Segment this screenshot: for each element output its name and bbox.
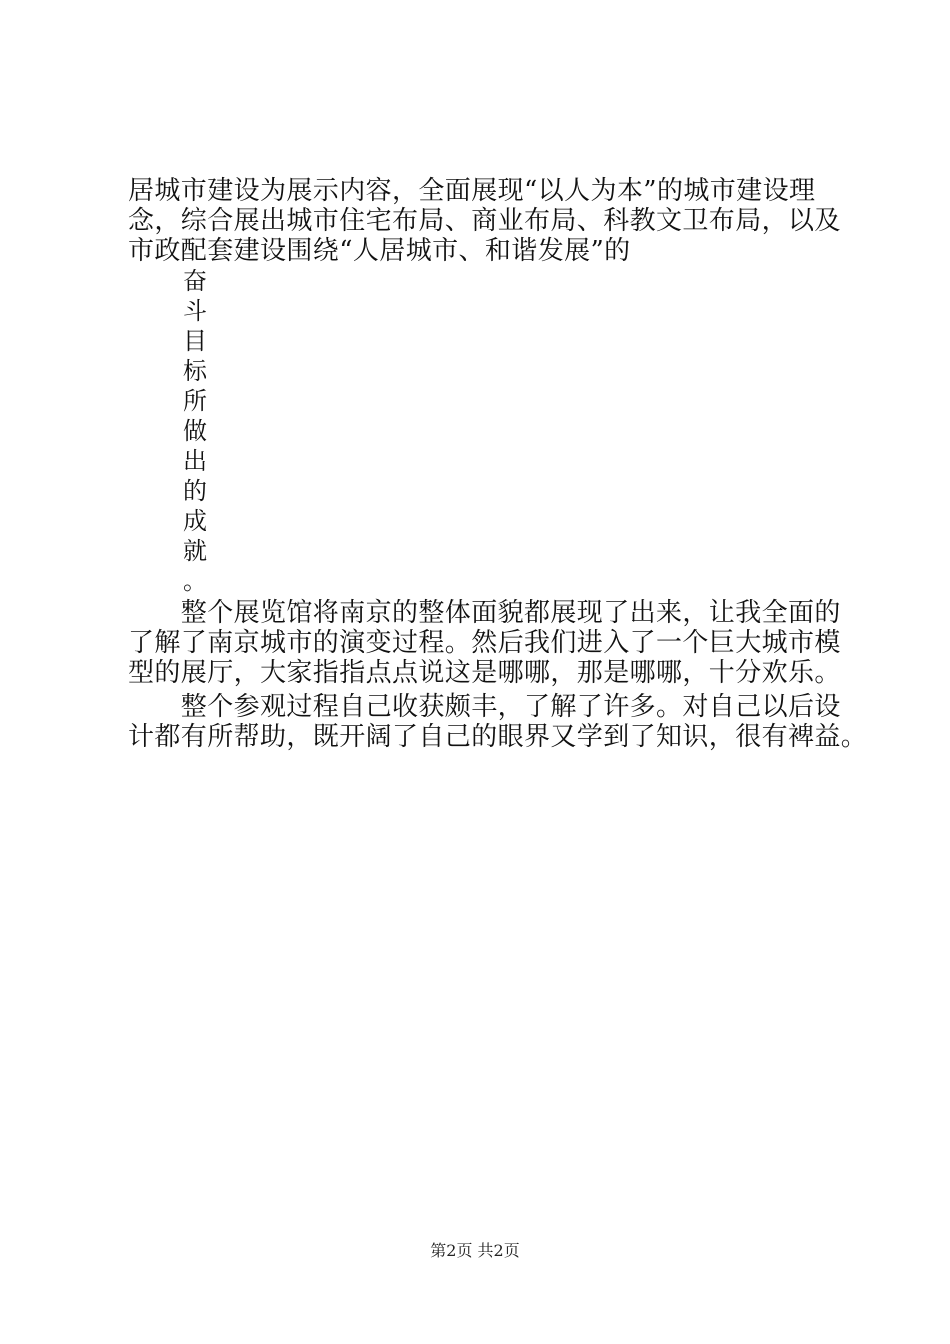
body-line-3: 市政配套建设围绕“人居城市、和谐发展”的 (128, 236, 631, 266)
vertical-char: 就 (183, 537, 207, 565)
vertical-char: 做 (183, 417, 207, 445)
vertical-char: 所 (183, 387, 207, 415)
body-line-2: 念，综合展出城市住宅布局、商业布局、科教文卫布局，以及 (128, 206, 841, 236)
paragraph2-line-3: 型的展厅，大家指指点点说这是哪哪，那是哪哪，十分欢乐。 (128, 658, 841, 688)
body-line-1: 居城市建设为展示内容，全面展现“以人为本”的城市建设理 (128, 176, 816, 206)
vertical-char: 标 (183, 357, 207, 385)
vertical-char: 斗 (183, 297, 207, 325)
paragraph2-line-2: 了解了南京城市的演变过程。然后我们进入了一个巨大城市模 (128, 628, 841, 658)
vertical-char: 。 (183, 567, 207, 595)
vertical-char: 的 (183, 477, 207, 505)
paragraph2-line-1: 整个展览馆将南京的整体面貌都展现了出来，让我全面的 (128, 598, 841, 628)
paragraph3-line-1: 整个参观过程自己收获颇丰，了解了许多。对自己以后设 (128, 692, 841, 722)
vertical-char: 奋 (183, 267, 207, 295)
paragraph3-line-2: 计都有所帮助，既开阔了自己的眼界又学到了知识，很有裨益。 (128, 722, 868, 752)
vertical-char: 成 (183, 507, 207, 535)
vertical-char: 出 (183, 447, 207, 475)
page-number-footer: 第2页 共2页 (430, 1241, 520, 1260)
vertical-text-column (180, 266, 210, 596)
vertical-char: 目 (183, 327, 207, 355)
